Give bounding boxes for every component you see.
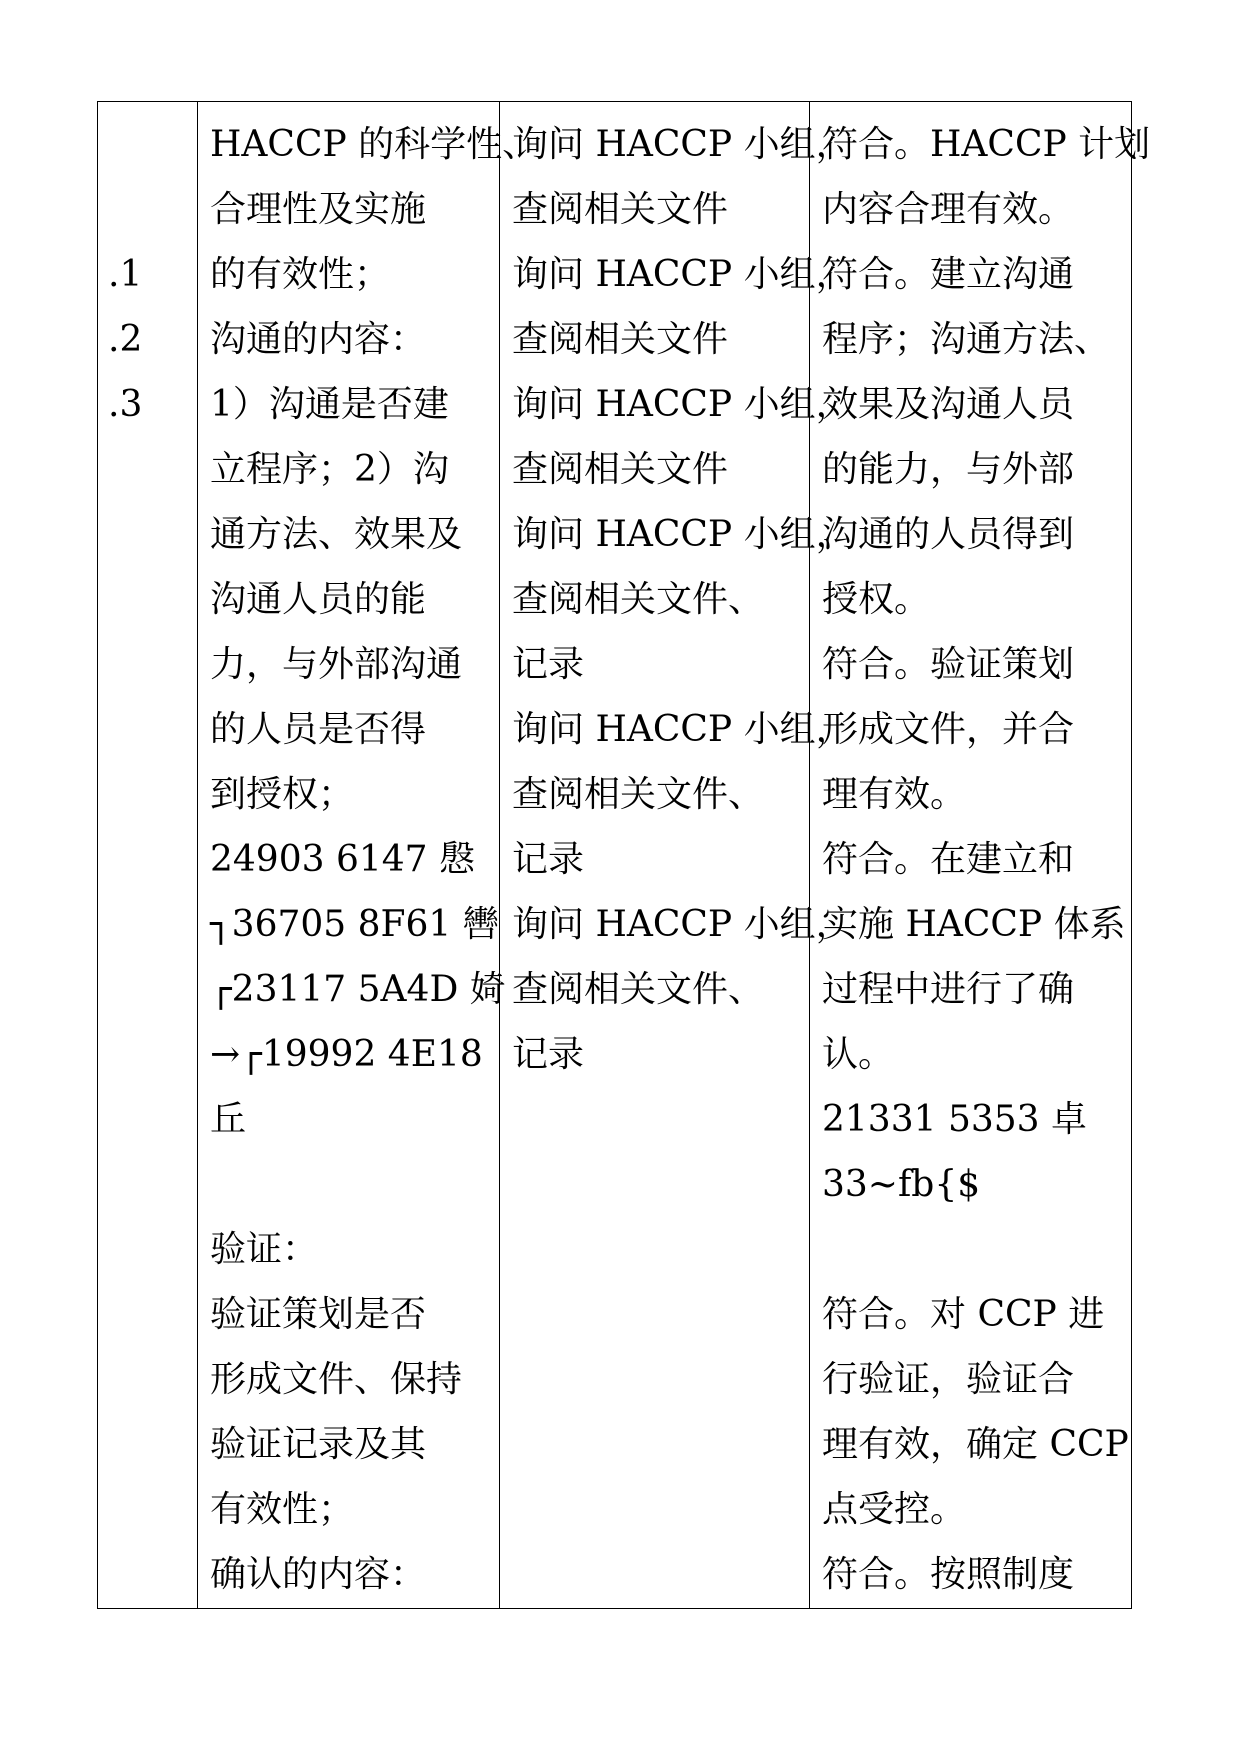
audit-method-line: 询问 HACCP 小组， xyxy=(512,384,852,425)
audit-result-line: 理有效，确定 CCP xyxy=(822,1424,1129,1465)
audit-result-line: 符合。建立沟通 xyxy=(822,254,1075,295)
audit-method-line: 询问 HACCP 小组， xyxy=(512,254,852,295)
requirement-line: 沟通的内容： xyxy=(210,319,427,360)
audit-method-line: 查阅相关文件、 xyxy=(512,774,765,815)
audit-result-line: 点受控。 xyxy=(822,1489,967,1530)
audit-method-line: 询问 HACCP 小组， xyxy=(512,709,852,750)
requirement-line: 合理性及实施 xyxy=(210,189,427,230)
audit-result-line: 符合。对 CCP 进 xyxy=(822,1294,1105,1335)
audit-result-line: 21331 5353 卓 xyxy=(822,1099,1088,1140)
audit-method-line: 记录 xyxy=(512,1034,585,1075)
audit-result-line: 内容合理有效。 xyxy=(822,189,1075,230)
audit-method-line: 查阅相关文件 xyxy=(512,319,729,360)
clause-number: .3 xyxy=(108,384,143,425)
audit-result-line: 符合。验证策划 xyxy=(822,644,1075,685)
audit-method-line: 查阅相关文件、 xyxy=(512,579,765,620)
requirement-line: 验证记录及其 xyxy=(210,1424,427,1465)
clause-number-list xyxy=(98,102,197,437)
requirement-line: 确认的内容： xyxy=(210,1554,427,1595)
requirement-line: 有效性； xyxy=(210,1489,355,1530)
requirement-line xyxy=(210,1152,493,1217)
clause-number xyxy=(108,177,197,242)
audit-result-line: 认。 xyxy=(822,1034,895,1075)
requirement-line: ┌23117 5A4D 婍 xyxy=(210,969,506,1010)
audit-result-line: 实施 HACCP 体系 xyxy=(822,904,1126,945)
audit-result-line: 符合。按照制度 xyxy=(822,1554,1075,1595)
audit-method-line: 询问 HACCP 小组， xyxy=(512,514,852,555)
requirement-line: 通方法、效果及 xyxy=(210,514,463,555)
audit-result-text xyxy=(810,102,1151,1607)
audit-method-line: 记录 xyxy=(512,839,585,880)
clause-number xyxy=(108,112,197,177)
requirement-text xyxy=(198,102,539,1607)
table-row xyxy=(98,102,1132,1609)
audit-result-cell xyxy=(810,102,1151,1609)
audit-method-cell xyxy=(500,102,852,1609)
requirement-line: HACCP 的科学性、 xyxy=(210,124,539,165)
requirement-line: 立程序；2）沟 xyxy=(210,449,449,490)
requirement-line: 的人员是否得 xyxy=(210,709,427,750)
audit-result-line: 授权。 xyxy=(822,579,931,620)
audit-method-line: 记录 xyxy=(512,644,585,685)
requirement-line: 形成文件、保持 xyxy=(210,1359,463,1400)
requirement-line: 验证： xyxy=(210,1229,319,1270)
audit-result-line: 33~fb{$ xyxy=(822,1164,981,1205)
requirement-line: 力，与外部沟通 xyxy=(210,644,463,685)
clause-number: .1 xyxy=(108,254,143,295)
requirement-line: ┐36705 8F61 轡 xyxy=(210,904,499,945)
requirement-line: 沟通人员的能 xyxy=(210,579,427,620)
audit-result-line: 沟通的人员得到 xyxy=(822,514,1075,555)
audit-method-line: 询问 HACCP 小组， xyxy=(512,904,852,945)
requirement-line: 丘 xyxy=(210,1099,247,1140)
requirement-line: →┌19992 4E18 xyxy=(210,1034,483,1075)
requirement-line: 到授权； xyxy=(210,774,355,815)
audit-result-line: 过程中进行了确 xyxy=(822,969,1075,1010)
audit-result-line: 理有效。 xyxy=(822,774,967,815)
requirement-line: 1）沟通是否建 xyxy=(210,384,449,425)
audit-method-line: 查阅相关文件 xyxy=(512,449,729,490)
clause-number-cell xyxy=(98,102,198,1609)
audit-result-line: 效果及沟通人员 xyxy=(822,384,1075,425)
audit-result-line: 行验证，验证合 xyxy=(822,1359,1075,1400)
clause-number: .2 xyxy=(108,319,143,360)
audit-method-line: 询问 HACCP 小组， xyxy=(512,124,852,165)
audit-method-text xyxy=(500,102,852,1087)
audit-method-line: 查阅相关文件 xyxy=(512,189,729,230)
audit-result-line: 的能力，与外部 xyxy=(822,449,1075,490)
audit-result-line: 符合。在建立和 xyxy=(822,839,1075,880)
audit-result-line: 符合。HACCP 计划 xyxy=(822,124,1151,165)
audit-result-line: 程序；沟通方法、 xyxy=(822,319,1111,360)
requirement-cell xyxy=(198,102,539,1609)
audit-result-line xyxy=(822,1217,1125,1282)
audit-result-line: 形成文件，并合 xyxy=(822,709,1075,750)
requirement-line: 验证策划是否 xyxy=(210,1294,427,1335)
audit-method-line: 查阅相关文件、 xyxy=(512,969,765,1010)
requirement-line: 24903 6147 慇 xyxy=(210,839,476,880)
audit-table xyxy=(97,101,1151,1609)
requirement-line: 的有效性； xyxy=(210,254,391,295)
